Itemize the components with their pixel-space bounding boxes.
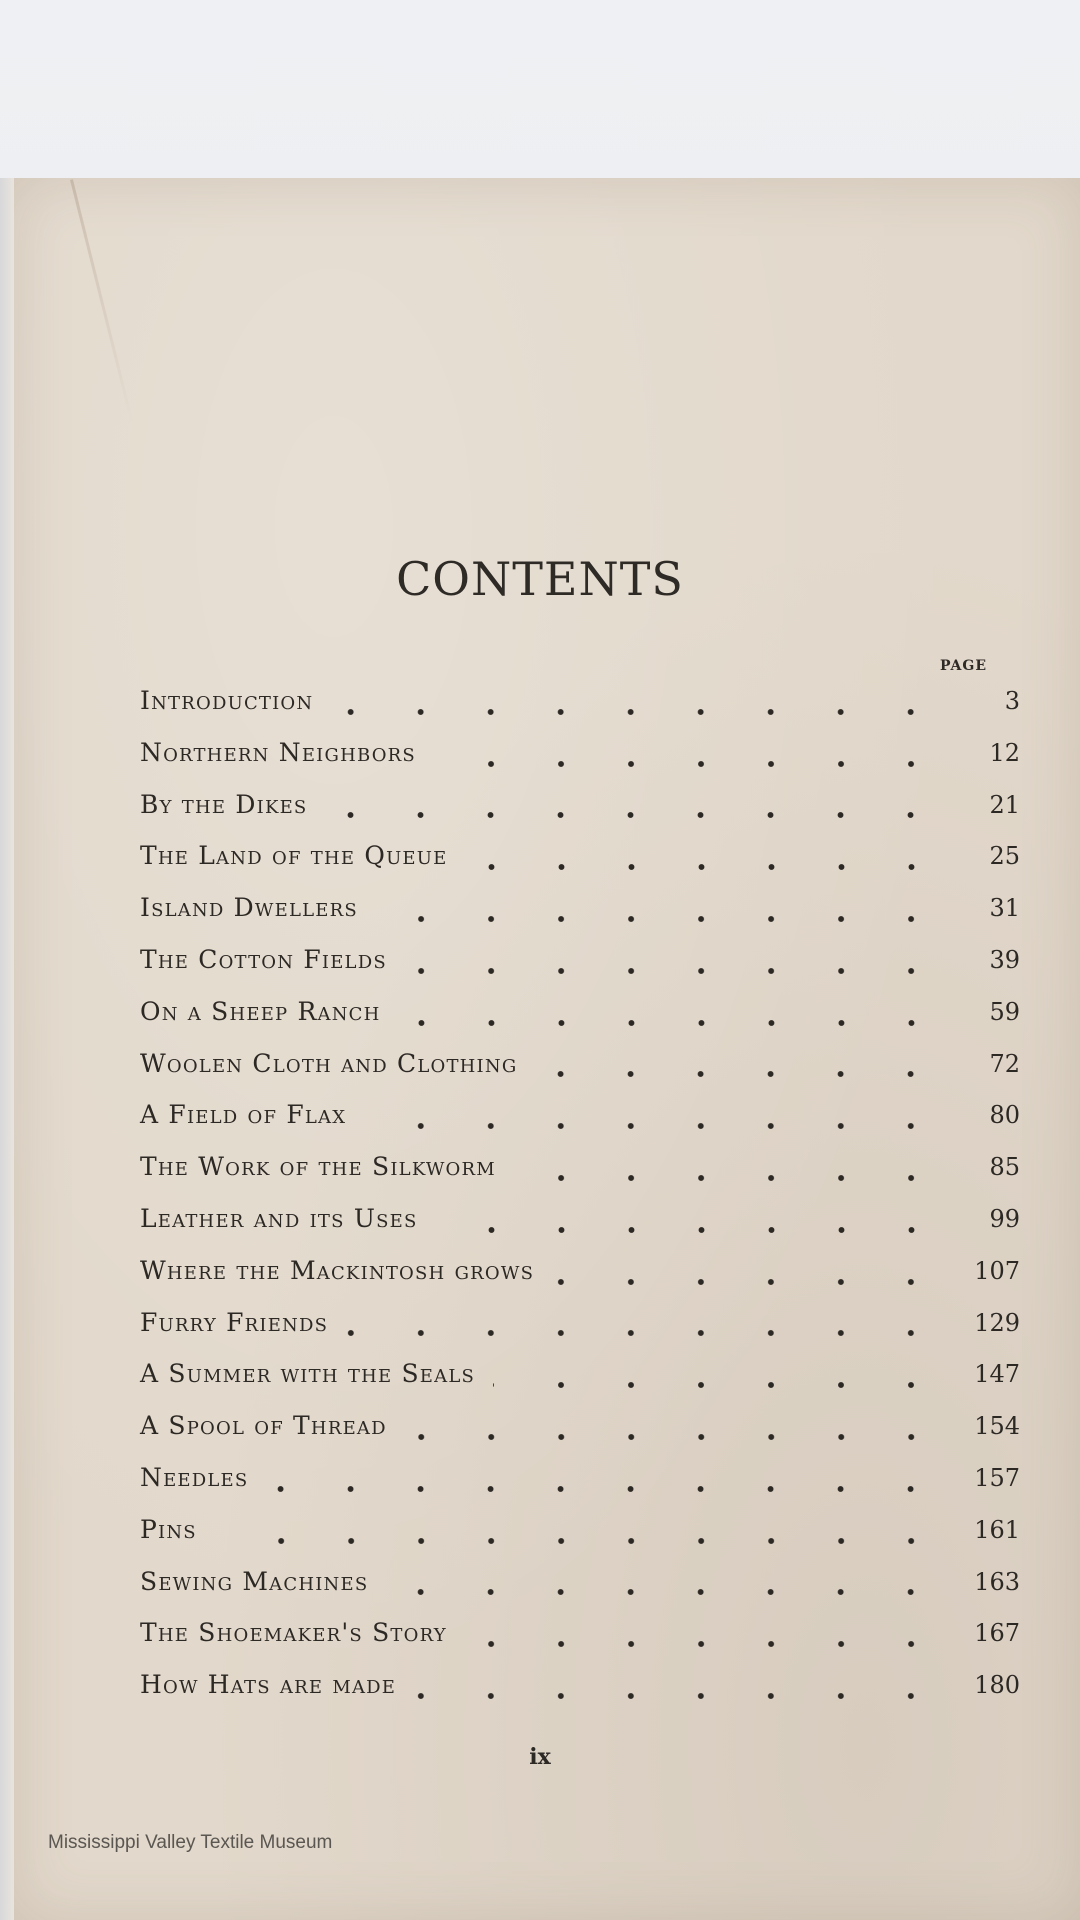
toc-entry-page: 31 [989, 894, 1020, 923]
toc-entry-title: By the Dikes [140, 789, 308, 819]
toc-entry-page: 59 [989, 997, 1020, 1026]
dot-leader [493, 1379, 946, 1391]
toc-entry-page: 21 [989, 790, 1020, 819]
toc-entry-title: Northern Neighbors [140, 737, 416, 767]
toc-entry-title: How Hats are made [140, 1670, 397, 1700]
toc-entry-title: Leather and its Uses [140, 1203, 418, 1233]
dot-leader [399, 1017, 946, 1029]
toc-entry-page: 180 [974, 1671, 1020, 1700]
dot-leader [376, 913, 946, 925]
dot-leader [215, 1535, 946, 1547]
dot-leader [466, 861, 947, 873]
toc-entry-title: Pins [140, 1514, 197, 1544]
dot-leader [535, 1068, 946, 1080]
toc-entry [140, 738, 1020, 790]
dot-leader [364, 1120, 946, 1132]
dot-leader [414, 1690, 946, 1702]
toc-entry [140, 945, 1020, 997]
toc-entry [140, 1204, 1020, 1256]
toc-entry [140, 1567, 1020, 1619]
toc-entry-page: 167 [974, 1619, 1020, 1648]
toc-entry-page: 72 [989, 1049, 1020, 1078]
toc-entry-title: The Land of the Queue [140, 841, 448, 871]
toc-entry [140, 893, 1020, 945]
toc-entry [140, 841, 1020, 893]
table-of-contents [140, 686, 1020, 1722]
toc-entry [140, 686, 1020, 738]
toc-entry-page: 161 [974, 1515, 1020, 1544]
watermark: Mississippi Valley Textile Museum [48, 1832, 333, 1853]
dot-leader [325, 809, 946, 821]
dot-leader [405, 1431, 946, 1443]
toc-entry [140, 1100, 1020, 1152]
toc-entry [140, 1049, 1020, 1101]
toc-entry-page: 157 [974, 1463, 1020, 1492]
toc-entry-title: The Work of the Silkworm [140, 1152, 496, 1182]
dot-leader [552, 1276, 946, 1288]
page-title: CONTENTS [396, 552, 684, 606]
dot-leader [386, 1586, 946, 1598]
toc-entry-title: On a Sheep Ranch [140, 996, 381, 1026]
dot-leader [405, 965, 946, 977]
dot-leader [465, 1638, 946, 1650]
toc-entry-page: 12 [989, 738, 1020, 767]
toc-entry-title: Sewing Machines [140, 1566, 369, 1596]
dot-leader [346, 1327, 946, 1339]
toc-entry [140, 1411, 1020, 1463]
page-folio: ix [529, 1744, 551, 1770]
toc-entry-title: A Spool of Thread [140, 1411, 387, 1441]
toc-entry-title: Furry Friends [140, 1307, 329, 1337]
toc-entry-page: 154 [974, 1412, 1020, 1441]
toc-entry-page: 99 [989, 1204, 1020, 1233]
toc-entry [140, 997, 1020, 1049]
toc-entry-title: The Cotton Fields [140, 944, 387, 974]
toc-entry [140, 1463, 1020, 1515]
toc-entry-page: 129 [974, 1308, 1020, 1337]
toc-entry-title: Where the Mackintosh grows [140, 1255, 535, 1285]
toc-entry [140, 1618, 1020, 1670]
toc-entry [140, 1515, 1020, 1567]
toc-entry-page: 147 [974, 1360, 1020, 1389]
toc-entry [140, 1670, 1020, 1722]
toc-entry [140, 1152, 1020, 1204]
toc-entry-page: 80 [989, 1101, 1020, 1130]
toc-entry-title: A Summer with the Seals [140, 1359, 475, 1389]
toc-entry-page: 25 [989, 842, 1020, 871]
toc-entry-title: Woolen Cloth and Clothing [140, 1048, 518, 1078]
toc-entry-page: 163 [974, 1567, 1020, 1596]
page-column-heading: PAGE [940, 658, 987, 674]
dot-leader [436, 1224, 947, 1236]
toc-entry [140, 790, 1020, 842]
toc-entry-page: 85 [989, 1153, 1020, 1182]
dot-leader [266, 1483, 946, 1495]
dot-leader [434, 758, 946, 770]
toc-entry-title: Island Dwellers [140, 893, 358, 923]
toc-entry-page: 39 [989, 945, 1020, 974]
toc-entry-title: The Shoemaker's Story [140, 1618, 447, 1648]
toc-entry-title: Needles [140, 1462, 249, 1492]
toc-entry [140, 1308, 1020, 1360]
page-edge [0, 178, 14, 1920]
toc-entry-title: A Field of Flax [140, 1100, 347, 1130]
toc-entry-page: 3 [1004, 687, 1020, 715]
toc-entry [140, 1256, 1020, 1308]
toc-entry-title: Introduction [140, 686, 314, 715]
toc-entry [140, 1359, 1020, 1411]
dot-leader [514, 1172, 946, 1184]
dot-leader [331, 706, 946, 718]
toc-entry-page: 107 [974, 1256, 1020, 1285]
